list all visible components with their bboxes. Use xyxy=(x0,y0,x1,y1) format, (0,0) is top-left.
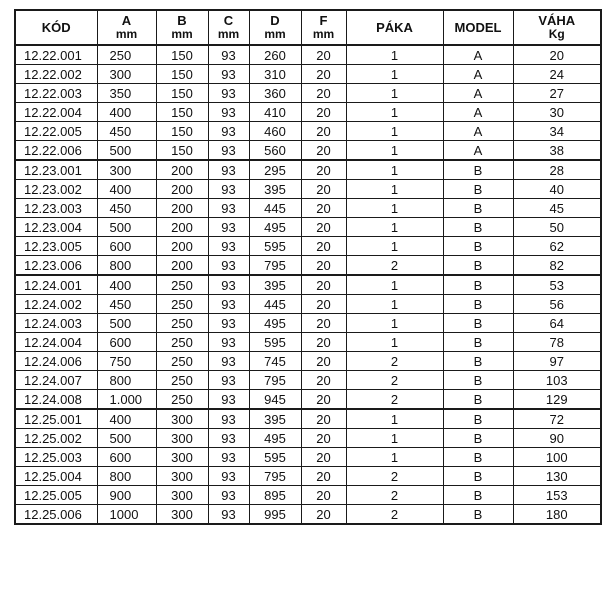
cell-paka: 2 xyxy=(346,467,443,486)
cell-model: B xyxy=(443,314,513,333)
cell-vaha: 129 xyxy=(513,390,601,410)
cell-paka: 2 xyxy=(346,505,443,525)
cell-b: 250 xyxy=(156,371,208,390)
header-d: D mm xyxy=(249,10,301,45)
cell-f: 20 xyxy=(301,429,346,448)
table-row xyxy=(15,199,601,218)
cell-vaha: 40 xyxy=(513,180,601,199)
cell-d: 260 xyxy=(249,45,301,65)
cell-b: 150 xyxy=(156,65,208,84)
cell-a: 350 xyxy=(97,84,156,103)
cell-vaha: 27 xyxy=(513,84,601,103)
header-c: C mm xyxy=(208,10,249,45)
cell-d: 495 xyxy=(249,429,301,448)
cell-b: 300 xyxy=(156,409,208,429)
cell-vaha: 34 xyxy=(513,122,601,141)
cell-kod: 12.24.007 xyxy=(15,371,97,390)
cell-a: 300 xyxy=(97,160,156,180)
cell-kod: 12.22.004 xyxy=(15,103,97,122)
cell-f: 20 xyxy=(301,103,346,122)
table-row xyxy=(15,160,601,180)
cell-d: 795 xyxy=(249,371,301,390)
cell-b: 300 xyxy=(156,467,208,486)
table-row xyxy=(15,180,601,199)
cell-model: B xyxy=(443,237,513,256)
cell-d: 395 xyxy=(249,180,301,199)
cell-kod: 12.25.001 xyxy=(15,409,97,429)
cell-model: A xyxy=(443,122,513,141)
cell-a: 450 xyxy=(97,199,156,218)
cell-model: B xyxy=(443,505,513,525)
header-vaha: VÁHA Kg xyxy=(513,10,601,45)
cell-c: 93 xyxy=(208,237,249,256)
table-row xyxy=(15,65,601,84)
table-row xyxy=(15,84,601,103)
cell-kod: 12.25.004 xyxy=(15,467,97,486)
cell-c: 93 xyxy=(208,218,249,237)
cell-b: 250 xyxy=(156,314,208,333)
cell-f: 20 xyxy=(301,314,346,333)
cell-b: 200 xyxy=(156,180,208,199)
cell-d: 410 xyxy=(249,103,301,122)
cell-paka: 1 xyxy=(346,65,443,84)
table-row xyxy=(15,429,601,448)
cell-c: 93 xyxy=(208,65,249,84)
table-row xyxy=(15,256,601,276)
cell-paka: 1 xyxy=(346,448,443,467)
cell-vaha: 28 xyxy=(513,160,601,180)
cell-f: 20 xyxy=(301,448,346,467)
cell-c: 93 xyxy=(208,295,249,314)
cell-kod: 12.23.006 xyxy=(15,256,97,276)
cell-b: 150 xyxy=(156,84,208,103)
cell-kod: 12.24.004 xyxy=(15,333,97,352)
cell-paka: 1 xyxy=(346,199,443,218)
cell-paka: 1 xyxy=(346,237,443,256)
cell-kod: 12.22.005 xyxy=(15,122,97,141)
cell-b: 300 xyxy=(156,486,208,505)
cell-vaha: 30 xyxy=(513,103,601,122)
cell-kod: 12.23.005 xyxy=(15,237,97,256)
cell-paka: 1 xyxy=(346,333,443,352)
cell-a: 1000 xyxy=(97,505,156,525)
cell-b: 250 xyxy=(156,275,208,295)
cell-vaha: 100 xyxy=(513,448,601,467)
cell-model: B xyxy=(443,486,513,505)
cell-model: B xyxy=(443,295,513,314)
cell-c: 93 xyxy=(208,84,249,103)
cell-model: A xyxy=(443,141,513,161)
cell-d: 895 xyxy=(249,486,301,505)
cell-f: 20 xyxy=(301,65,346,84)
cell-f: 20 xyxy=(301,371,346,390)
cell-f: 20 xyxy=(301,180,346,199)
cell-paka: 2 xyxy=(346,371,443,390)
cell-f: 20 xyxy=(301,141,346,161)
cell-kod: 12.23.002 xyxy=(15,180,97,199)
cell-kod: 12.23.001 xyxy=(15,160,97,180)
cell-vaha: 62 xyxy=(513,237,601,256)
cell-vaha: 72 xyxy=(513,409,601,429)
cell-b: 300 xyxy=(156,448,208,467)
cell-kod: 12.22.001 xyxy=(15,45,97,65)
cell-paka: 1 xyxy=(346,103,443,122)
cell-paka: 1 xyxy=(346,295,443,314)
cell-model: B xyxy=(443,409,513,429)
cell-vaha: 53 xyxy=(513,275,601,295)
header-f: F mm xyxy=(301,10,346,45)
table-row xyxy=(15,295,601,314)
cell-c: 93 xyxy=(208,352,249,371)
cell-d: 795 xyxy=(249,256,301,276)
cell-d: 360 xyxy=(249,84,301,103)
header-b: B mm xyxy=(156,10,208,45)
cell-c: 93 xyxy=(208,409,249,429)
cell-kod: 12.24.008 xyxy=(15,390,97,410)
cell-paka: 1 xyxy=(346,314,443,333)
cell-f: 20 xyxy=(301,122,346,141)
cell-d: 945 xyxy=(249,390,301,410)
cell-d: 295 xyxy=(249,160,301,180)
cell-paka: 2 xyxy=(346,390,443,410)
table-row xyxy=(15,275,601,295)
cell-f: 20 xyxy=(301,486,346,505)
cell-c: 93 xyxy=(208,160,249,180)
cell-model: B xyxy=(443,160,513,180)
cell-d: 445 xyxy=(249,199,301,218)
cell-model: A xyxy=(443,103,513,122)
cell-model: B xyxy=(443,371,513,390)
cell-d: 595 xyxy=(249,333,301,352)
cell-model: B xyxy=(443,180,513,199)
table-row xyxy=(15,371,601,390)
cell-a: 800 xyxy=(97,467,156,486)
cell-b: 150 xyxy=(156,103,208,122)
cell-kod: 12.22.003 xyxy=(15,84,97,103)
cell-b: 200 xyxy=(156,199,208,218)
cell-d: 745 xyxy=(249,352,301,371)
cell-f: 20 xyxy=(301,467,346,486)
cell-a: 450 xyxy=(97,122,156,141)
cell-a: 800 xyxy=(97,371,156,390)
cell-b: 200 xyxy=(156,237,208,256)
cell-c: 93 xyxy=(208,180,249,199)
cell-d: 495 xyxy=(249,314,301,333)
cell-b: 150 xyxy=(156,45,208,65)
table-row xyxy=(15,237,601,256)
table-row xyxy=(15,45,601,65)
cell-paka: 1 xyxy=(346,160,443,180)
table-row xyxy=(15,409,601,429)
cell-d: 795 xyxy=(249,467,301,486)
cell-kod: 12.22.006 xyxy=(15,141,97,161)
cell-d: 395 xyxy=(249,275,301,295)
cell-vaha: 130 xyxy=(513,467,601,486)
cell-paka: 2 xyxy=(346,486,443,505)
cell-kod: 12.25.005 xyxy=(15,486,97,505)
cell-kod: 12.25.006 xyxy=(15,505,97,525)
table-row xyxy=(15,467,601,486)
cell-vaha: 45 xyxy=(513,199,601,218)
cell-vaha: 103 xyxy=(513,371,601,390)
cell-b: 300 xyxy=(156,505,208,525)
cell-b: 250 xyxy=(156,333,208,352)
cell-f: 20 xyxy=(301,505,346,525)
cell-c: 93 xyxy=(208,103,249,122)
cell-paka: 1 xyxy=(346,275,443,295)
cell-a: 400 xyxy=(97,180,156,199)
cell-vaha: 97 xyxy=(513,352,601,371)
cell-model: B xyxy=(443,275,513,295)
cell-d: 395 xyxy=(249,409,301,429)
cell-f: 20 xyxy=(301,409,346,429)
cell-b: 200 xyxy=(156,256,208,276)
table-row xyxy=(15,333,601,352)
cell-d: 460 xyxy=(249,122,301,141)
cell-c: 93 xyxy=(208,390,249,410)
cell-c: 93 xyxy=(208,448,249,467)
cell-model: B xyxy=(443,467,513,486)
table-row xyxy=(15,314,601,333)
cell-b: 250 xyxy=(156,295,208,314)
cell-kod: 12.24.006 xyxy=(15,352,97,371)
cell-c: 93 xyxy=(208,429,249,448)
cell-kod: 12.22.002 xyxy=(15,65,97,84)
cell-b: 200 xyxy=(156,218,208,237)
cell-f: 20 xyxy=(301,199,346,218)
cell-c: 93 xyxy=(208,122,249,141)
cell-f: 20 xyxy=(301,295,346,314)
cell-vaha: 56 xyxy=(513,295,601,314)
cell-model: A xyxy=(443,65,513,84)
cell-paka: 2 xyxy=(346,352,443,371)
cell-f: 20 xyxy=(301,256,346,276)
cell-a: 500 xyxy=(97,141,156,161)
cell-d: 995 xyxy=(249,505,301,525)
cell-f: 20 xyxy=(301,390,346,410)
cell-a: 1.000 xyxy=(97,390,156,410)
cell-vaha: 78 xyxy=(513,333,601,352)
cell-a: 400 xyxy=(97,103,156,122)
cell-b: 250 xyxy=(156,352,208,371)
cell-a: 300 xyxy=(97,65,156,84)
cell-kod: 12.25.003 xyxy=(15,448,97,467)
cell-model: B xyxy=(443,333,513,352)
table-row xyxy=(15,505,601,525)
cell-paka: 1 xyxy=(346,180,443,199)
table-row xyxy=(15,141,601,161)
cell-f: 20 xyxy=(301,45,346,65)
cell-paka: 1 xyxy=(346,141,443,161)
cell-vaha: 20 xyxy=(513,45,601,65)
cell-d: 595 xyxy=(249,237,301,256)
cell-paka: 1 xyxy=(346,45,443,65)
cell-c: 93 xyxy=(208,486,249,505)
cell-model: B xyxy=(443,256,513,276)
header-kod: KÓD xyxy=(15,10,97,45)
cell-f: 20 xyxy=(301,275,346,295)
cell-paka: 1 xyxy=(346,84,443,103)
cell-c: 93 xyxy=(208,45,249,65)
cell-paka: 1 xyxy=(346,409,443,429)
table-row xyxy=(15,122,601,141)
cell-f: 20 xyxy=(301,160,346,180)
cell-c: 93 xyxy=(208,333,249,352)
cell-b: 300 xyxy=(156,429,208,448)
cell-model: B xyxy=(443,352,513,371)
cell-vaha: 64 xyxy=(513,314,601,333)
table-row xyxy=(15,103,601,122)
cell-model: A xyxy=(443,45,513,65)
cell-a: 900 xyxy=(97,486,156,505)
cell-c: 93 xyxy=(208,314,249,333)
cell-f: 20 xyxy=(301,84,346,103)
cell-f: 20 xyxy=(301,333,346,352)
cell-d: 560 xyxy=(249,141,301,161)
cell-a: 600 xyxy=(97,237,156,256)
cell-f: 20 xyxy=(301,352,346,371)
table-row xyxy=(15,448,601,467)
table-body xyxy=(15,45,601,524)
cell-a: 600 xyxy=(97,333,156,352)
cell-c: 93 xyxy=(208,467,249,486)
cell-a: 750 xyxy=(97,352,156,371)
cell-model: B xyxy=(443,199,513,218)
cell-c: 93 xyxy=(208,199,249,218)
cell-a: 500 xyxy=(97,429,156,448)
cell-kod: 12.23.004 xyxy=(15,218,97,237)
cell-b: 150 xyxy=(156,122,208,141)
table-row xyxy=(15,218,601,237)
cell-kod: 12.25.002 xyxy=(15,429,97,448)
spec-table xyxy=(14,9,602,525)
table-row xyxy=(15,486,601,505)
cell-paka: 1 xyxy=(346,429,443,448)
cell-a: 500 xyxy=(97,218,156,237)
cell-d: 310 xyxy=(249,65,301,84)
cell-vaha: 50 xyxy=(513,218,601,237)
cell-a: 400 xyxy=(97,409,156,429)
cell-c: 93 xyxy=(208,371,249,390)
cell-b: 200 xyxy=(156,160,208,180)
cell-vaha: 153 xyxy=(513,486,601,505)
cell-kod: 12.24.002 xyxy=(15,295,97,314)
cell-f: 20 xyxy=(301,218,346,237)
cell-c: 93 xyxy=(208,256,249,276)
cell-vaha: 82 xyxy=(513,256,601,276)
cell-f: 20 xyxy=(301,237,346,256)
cell-model: B xyxy=(443,429,513,448)
cell-model: B xyxy=(443,390,513,410)
cell-paka: 2 xyxy=(346,256,443,276)
cell-a: 450 xyxy=(97,295,156,314)
cell-vaha: 38 xyxy=(513,141,601,161)
header-row xyxy=(15,10,601,45)
cell-b: 250 xyxy=(156,390,208,410)
cell-a: 600 xyxy=(97,448,156,467)
cell-c: 93 xyxy=(208,275,249,295)
cell-model: A xyxy=(443,84,513,103)
cell-vaha: 180 xyxy=(513,505,601,525)
cell-paka: 1 xyxy=(346,122,443,141)
cell-c: 93 xyxy=(208,141,249,161)
header-model: MODEL xyxy=(443,10,513,45)
cell-kod: 12.24.001 xyxy=(15,275,97,295)
cell-a: 500 xyxy=(97,314,156,333)
cell-paka: 1 xyxy=(346,218,443,237)
table-row xyxy=(15,390,601,410)
cell-a: 400 xyxy=(97,275,156,295)
cell-kod: 12.24.003 xyxy=(15,314,97,333)
cell-d: 495 xyxy=(249,218,301,237)
cell-b: 150 xyxy=(156,141,208,161)
cell-vaha: 24 xyxy=(513,65,601,84)
cell-model: B xyxy=(443,218,513,237)
cell-a: 250 xyxy=(97,45,156,65)
table-row xyxy=(15,352,601,371)
cell-c: 93 xyxy=(208,505,249,525)
cell-d: 445 xyxy=(249,295,301,314)
cell-model: B xyxy=(443,448,513,467)
cell-d: 595 xyxy=(249,448,301,467)
cell-a: 800 xyxy=(97,256,156,276)
header-paka: PÁKA xyxy=(346,10,443,45)
cell-kod: 12.23.003 xyxy=(15,199,97,218)
cell-vaha: 90 xyxy=(513,429,601,448)
header-a: A mm xyxy=(97,10,156,45)
